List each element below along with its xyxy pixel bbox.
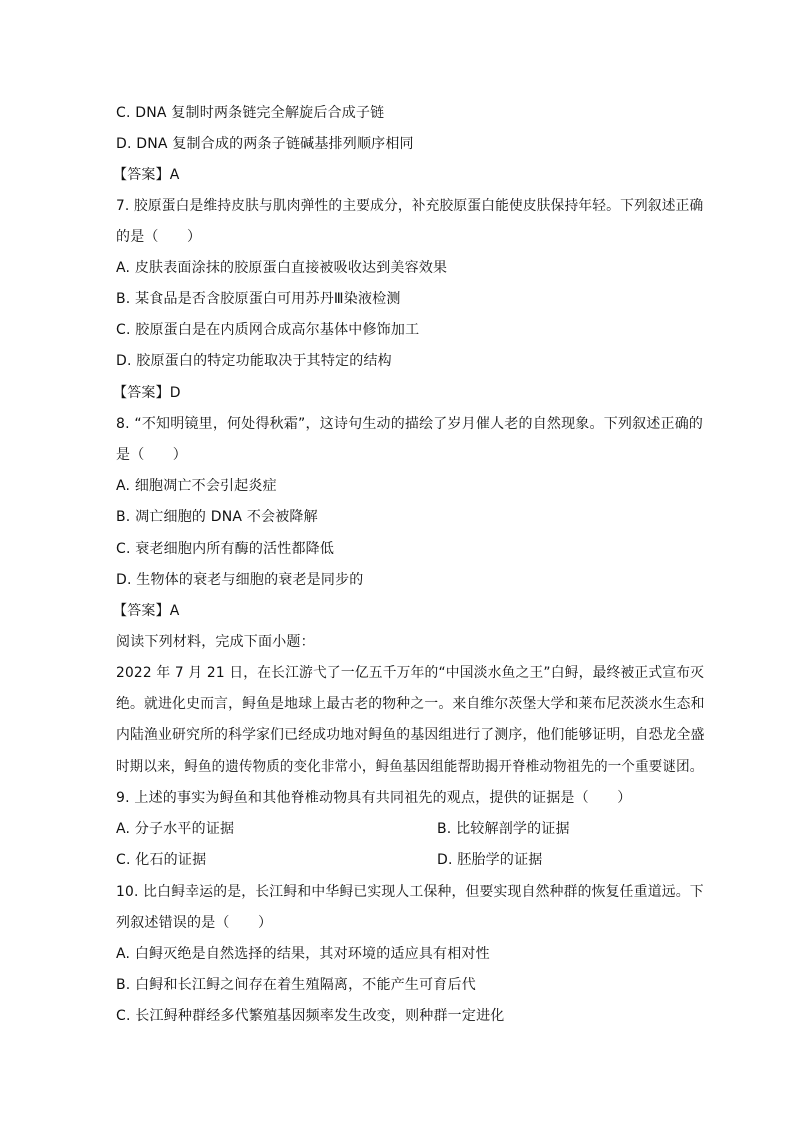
- q10-stem-line1: 10. 比白鲟幸运的是，长江鲟和中华鲟已实现人工保种，但要实现自然种群的恢复任重道远。下: [116, 884, 704, 900]
- material-line1: 2022 年 7 月 21 日，在长江游弋了一亿五千万年的“中国淡水鱼之王”白鲟，最终被正式宣布灭: [116, 665, 705, 681]
- q8-option-b: B. 凋亡细胞的 DNA 不会被降解: [116, 509, 318, 525]
- q7-stem-line2: 的是（ ）: [116, 229, 202, 245]
- q7-stem-line1: 7. 胶原蛋白是维持皮肤与肌肉弹性的主要成分，补充胶原蛋白能使皮肤保持年轻。下列叙述正确: [116, 198, 704, 214]
- q6-answer: 【答案】A: [113, 167, 180, 183]
- q7-option-b: B. 某食品是否含胶原蛋白可用苏丹Ⅲ染液检测: [116, 291, 401, 307]
- q10-option-c: C. 长江鲟种群经多代繁殖基因频率发生改变，则种群一定进化: [116, 1008, 505, 1024]
- q10-stem-line2: 列叙述错误的是（ ）: [116, 915, 273, 931]
- q9-option-a: A. 分子水平的证据: [116, 821, 235, 837]
- q9-option-c: C. 化石的证据: [116, 852, 207, 868]
- q9-option-d: D. 胚胎学的证据: [437, 852, 543, 868]
- q7-answer: 【答案】D: [113, 385, 181, 401]
- q8-answer: 【答案】A: [113, 603, 180, 619]
- q9-stem: 9. 上述的事实为鲟鱼和其他脊椎动物具有共同祖先的观点，提供的证据是（ ）: [116, 790, 632, 806]
- q7-option-c: C. 胶原蛋白是在内质网合成高尔基体中修饰加工: [116, 322, 420, 338]
- q7-option-d: D. 胶原蛋白的特定功能取决于其特定的结构: [116, 353, 392, 369]
- q6-option-d: D. DNA 复制合成的两条子链碱基排列顺序相同: [116, 136, 414, 152]
- q9-option-b: B. 比较解剖学的证据: [437, 821, 570, 837]
- q8-option-a: A. 细胞凋亡不会引起炎症: [116, 478, 277, 494]
- material-line4: 时期以来，鲟鱼的遗传物质的变化非常小，鲟鱼基因组能帮助揭开脊椎动物祖先的一个重要谜团。: [116, 759, 704, 775]
- q7-option-a: A. 皮肤表面涂抹的胶原蛋白直接被吸收达到美容效果: [116, 260, 448, 276]
- material-intro: 阅读下列材料，完成下面小题：: [116, 634, 315, 650]
- material-line2: 绝。就进化史而言，鲟鱼是地球上最古老的物种之一。来自维尔茨堡大学和莱布尼茨淡水生态和: [116, 696, 705, 712]
- q10-option-a: A. 白鲟灭绝是自然选择的结果，其对环境的适应具有相对性: [116, 946, 490, 962]
- q8-option-c: C. 衰老细胞内所有酶的活性都降低: [116, 541, 335, 557]
- q10-option-b: B. 白鲟和长江鲟之间存在着生殖隔离，不能产生可育后代: [116, 977, 476, 993]
- q6-option-c: C. DNA 复制时两条链完全解旋后合成子链: [116, 105, 385, 121]
- q8-stem-line1: 8. “不知明镜里，何处得秋霜”，这诗句生动的描绘了岁月催人老的自然现象。下列叙述正确的: [116, 416, 704, 432]
- material-line3: 内陆渔业研究所的科学家们已经成功地对鲟鱼的基因组进行了测序，他们能够证明，自恐龙全盛: [116, 727, 705, 743]
- q8-stem-line2: 是（ ）: [116, 447, 187, 463]
- q8-option-d: D. 生物体的衰老与细胞的衰老是同步的: [116, 572, 364, 588]
